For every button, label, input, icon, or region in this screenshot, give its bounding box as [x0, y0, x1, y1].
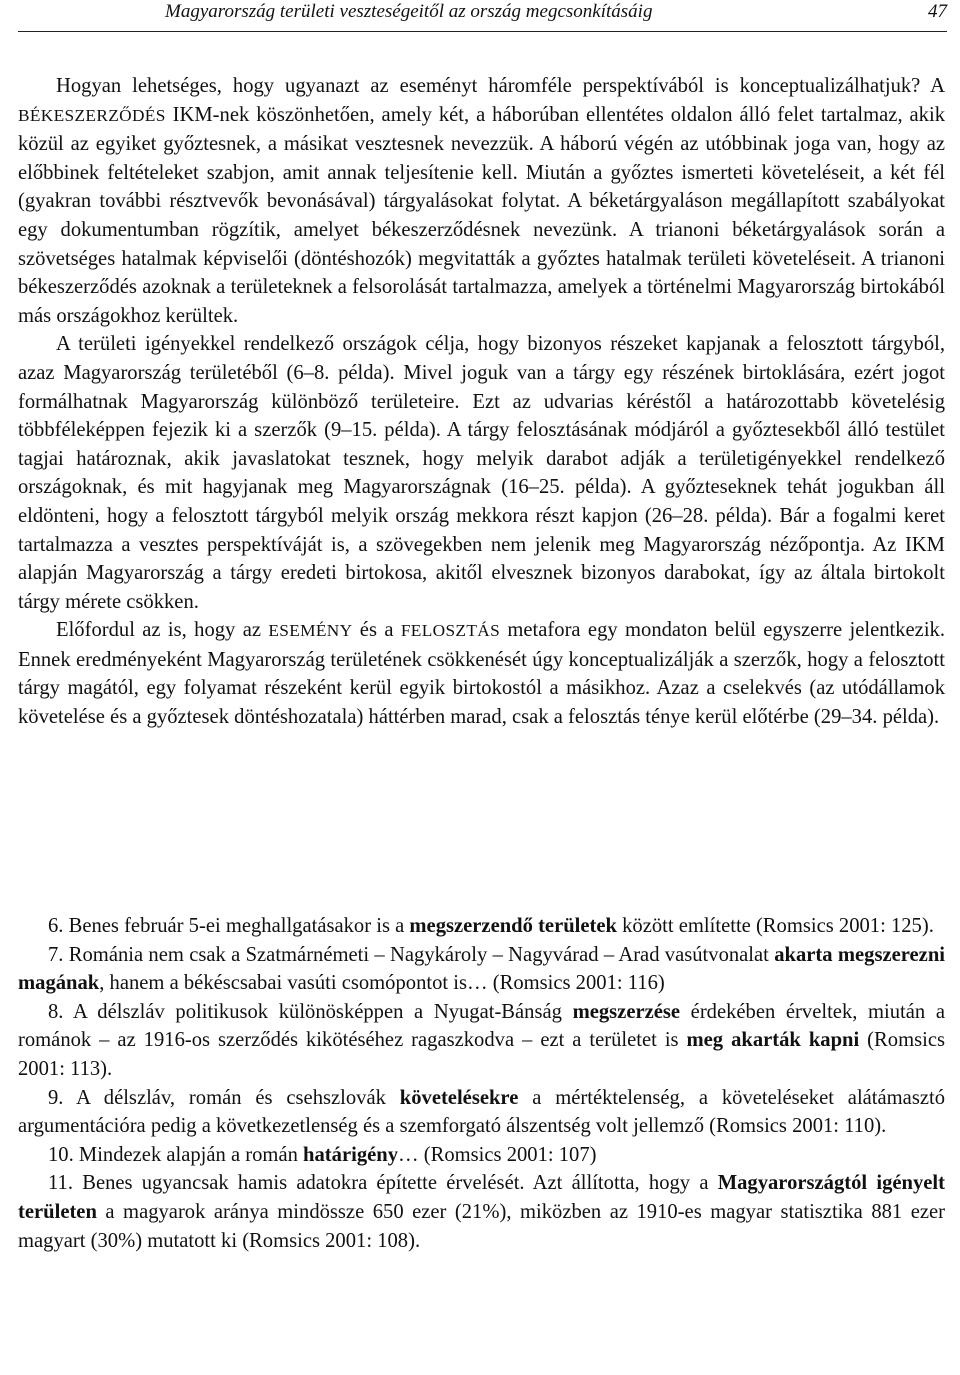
text-run: Előfordul az is, hogy az — [56, 619, 269, 642]
example-item — [18, 941, 945, 998]
bold-phrase: Magyarországtól igényelt területen — [18, 1172, 945, 1223]
running-header — [18, 0, 947, 32]
text-run: között említette (Romsics 2001: 125). — [616, 915, 934, 937]
text-run: 10. Mindezek alapján a román — [48, 1143, 304, 1166]
page-number: 47 — [928, 1, 947, 22]
paragraph — [18, 330, 945, 616]
text-run: és a — [352, 619, 401, 642]
text-run: a mértéktelenség, a követeléseket alátámasztó argumentációra pedig a következetlenség és a szemforgató álszentség volt jellemző (Romsics 2001: 110). — [18, 1086, 945, 1138]
small-caps-term: FELOSZTÁS — [400, 621, 501, 641]
text-run: Hogyan lehetséges, hogy ugyanazt az eseményt háromféle perspektívából is konceptualizálhatjuk? A — [56, 75, 945, 97]
text-run: 8. A délszláv politikusok különösképpen a Nyugat-Bánság — [48, 1000, 573, 1023]
bold-phrase: meg akarták kapni — [686, 1029, 860, 1052]
example-item — [18, 912, 945, 941]
text-run: A területi igényekkel rendelkező országok célja, hogy bizonyos részeket kapjanak a felosztott tárgyból, azaz Magyarország területéből (6–8. példa). Mivel joguk van a tárgy egy részének birtoklására, ezért jogot formálhatnak Magyarország különböző területeire. Ezt az udvarias kéréstől a határozottabb követelésig többféleképpen fejezik ki a szerzők (9–15. példa). A tárgy felosztásának módjáról a győztesekből álló testület tagjai határoznak, akik javaslatokat tesznek, hogy melyik darabot adják a területigényekkel rendelkező országoknak, és mit hagyjanak meg Magyarországnak (16–25. példa). A győzteseknek tehát jogukban áll eldönteni, hogy a felosztott tárgyból melyik ország mekkora részt kapjon (26–28. példa). Bár a fogalmi keret tartalmazza a vesztes perspektíváját is, a szövegekben nem jelenik meg Magyarország nézőpontja. Az IKM alapján Magyarország a tárgy eredeti birtokosa, akitől elvesznek bizonyos darabokat, így az általa birtokolt tárgy mérete csökken. — [18, 333, 945, 613]
small-caps-term: ESEMÉNY — [268, 621, 353, 641]
text-run: 11. Benes ugyancsak hamis adatokra építette érvelését. Azt állította, hogy a — [48, 1172, 718, 1195]
running-title: Magyarország területi veszteségeitől az ország megcsonkításáig — [165, 1, 653, 22]
bold-phrase: megszerzése — [572, 1000, 681, 1023]
text-run: érdekében érveltek, miután a románok – az 1916-os szerződés kikötéséhez ragaszkodva – ezt a területet is — [18, 1000, 945, 1052]
bold-phrase: megszerzendő területek — [409, 915, 617, 937]
example-item — [18, 1169, 945, 1255]
text-run: 7. Románia nem csak a Szatmárnémeti – Nagykároly – Nagyvárad – Arad vasútvonalat — [48, 943, 775, 966]
text-run: (Romsics 2001: 113). — [18, 1029, 945, 1080]
text-run: … (Romsics 2001: 107) — [398, 1143, 597, 1166]
example-item — [18, 1141, 945, 1170]
paragraph — [18, 72, 945, 330]
example-item — [18, 998, 945, 1084]
body-text — [18, 72, 945, 732]
text-run: a magyarok aránya mindössze 650 ezer (21%), miközben az 1910-es magyar statisztika 881 ezer magyart (30%) mutatott ki (Romsics 2001: 108). — [18, 1200, 945, 1252]
bold-phrase: követelésekre — [399, 1086, 519, 1109]
examples-list — [18, 912, 945, 1255]
paragraph — [18, 616, 945, 731]
text-run: 6. Benes február 5-ei meghallgatásakor is a — [48, 915, 410, 937]
text-run: IKM-nek köszönhetően, amely két, a háborúban ellentétes oldalon álló felet tartalmaz, akik közül az egyiket győztesnek, a másikat vesztesnek nevezzük. A háború végén az utóbbinak joga van, hogy az előbbinek feltételeket szabjon, amit annak teljesítenie kell. Miután a győztes ismerteti követeléseit, a két fél (gyakran további résztvevők bevonásával) tárgyalásokat folytat. A béketárgyaláson megállapított szabályokat egy dokumentumban rögzítik, amelyet békeszerződésnek nevezünk. A trianoni béketárgyalások során a szövetséges hatalmak képviselői (döntéshozók) megvitatták a győztes hatalmak területi követeléseit. A trianoni békeszerződés azoknak a területeknek a felsorolását tartalmazza, amelyek a történelmi Magyarország birtokából más országokhoz kerültek. — [18, 103, 945, 327]
bold-phrase: határigény — [303, 1143, 399, 1166]
small-caps-term: BÉKESZERZŐDÉS — [18, 105, 166, 125]
text-run: 9. A délszláv, román és csehszlovák — [48, 1086, 400, 1109]
text-run: , hanem a békéscsabai vasúti csomópontot is… (Romsics 2001: 116) — [99, 972, 665, 995]
text-run: metafora egy mondaton belül egyszerre jelentkezik. Ennek eredményeként Magyarország területének csökkenését úgy konceptualizálják a szerzők, hogy a felosztott tárgy magától, egy folyamat részeként kerül egyik birtokostól a másikhoz. Azaz a cselekvés (az utódállamok követelése és a győztesek döntéshozatala) háttérben marad, csak a felosztás ténye kerül előtérbe (29–34. példa). — [18, 619, 945, 729]
example-item — [18, 1084, 945, 1141]
bold-phrase: akarta megszerezni magának — [18, 943, 945, 995]
